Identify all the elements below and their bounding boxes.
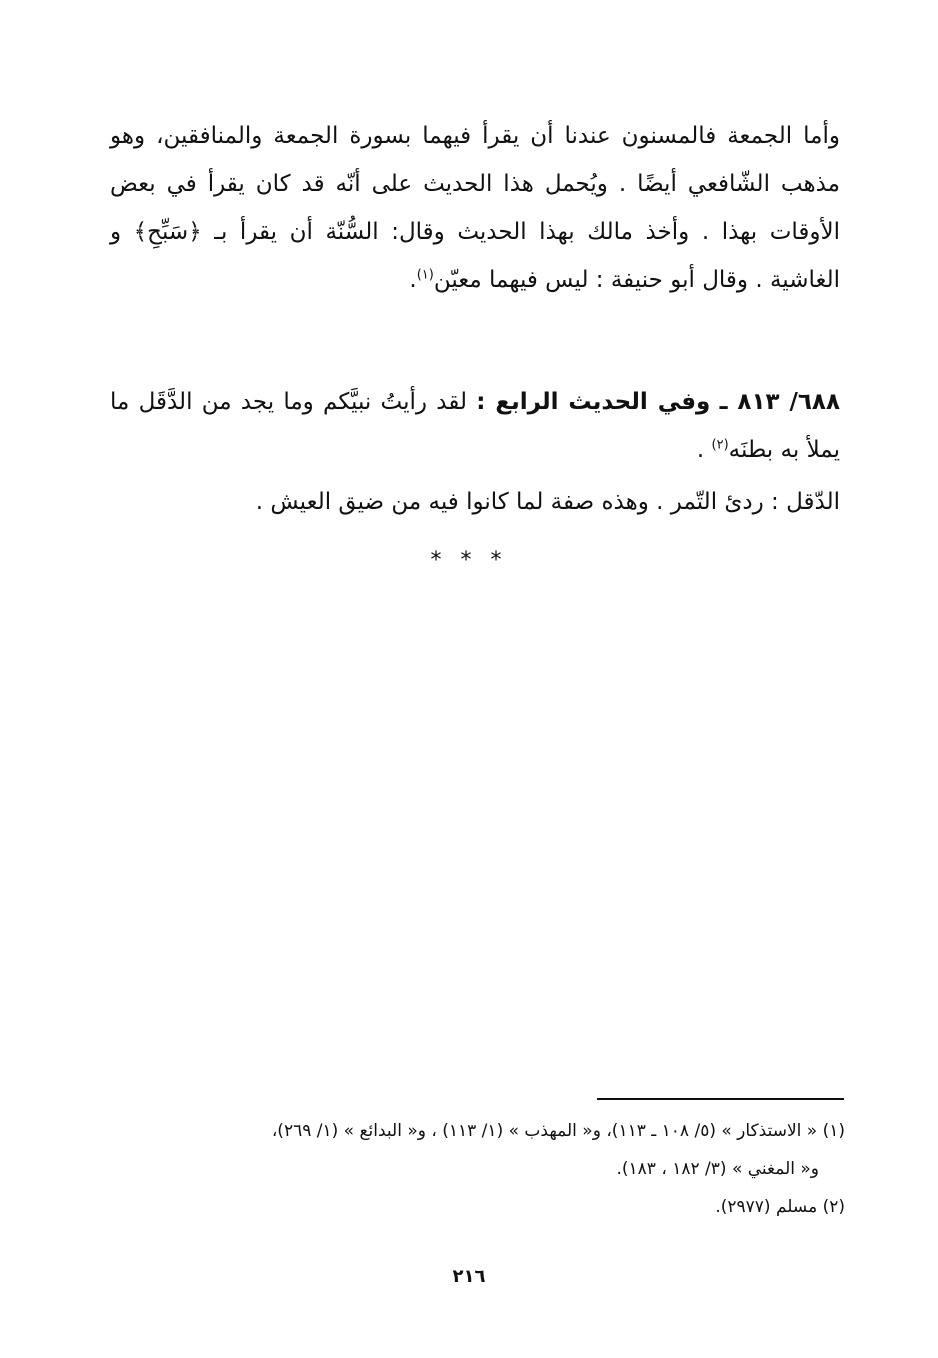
hadith-number: ٦٨٨/ ٨١٣ ـ (719, 389, 840, 415)
hadith-heading: وفي الحديث الرابع : (476, 389, 711, 415)
footnote-divider (597, 1098, 844, 1100)
definition-text: الدّقل : ردئ التّمر . وهذه صفة لما كانوا فيه من ضيق العيش . (255, 489, 840, 515)
paragraph-hadith-688 (110, 378, 840, 474)
paragraph-end: . (696, 437, 705, 463)
paragraph-end: . (409, 267, 417, 293)
paragraph-text: وأما الجمعة فالمسنون عندنا أن يقرأ فيهما بسورة الجمعة والمنافقين، وهو مذهب الشّافعي أيضًا . ويُحمل هذا الحديث على أنّه قد كان يقرأ في بعض الأوقات بهذا . وأخذ مالك بهذا الحديث وقال: السُّنّة أن يقرأ بـ ﴿سَبِّحِ﴾ و الغاشية . وقال أبو حنيفة : ليس فيهما معيّن (110, 123, 840, 293)
footnote-1-line-1: (١) « الاستذكار » (٥/ ١٠٨ ـ ١١٣)، و« المهذب » (١/ ١١٣) ، و« البدائع » (١/ ٢٦٩)، (271, 1121, 845, 1141)
footnotes (110, 1112, 845, 1226)
section-separator: * * * (430, 548, 508, 573)
hadith-text: لقد رأيتُ نبيَّكم وما يجد من الدَّقَل ما يملأ به بطنَه (110, 389, 840, 463)
footnote-1-line-2: و« المغني » (٣/ ١٨٢ ، ١٨٣). (616, 1159, 819, 1179)
paragraph-definition (110, 478, 840, 526)
footnote-ref-2[interactable]: (٢) (711, 437, 729, 453)
paragraph-friday-prayer (110, 112, 840, 304)
footnote-2: (٢) مسلم (٢٩٧٧). (715, 1197, 845, 1217)
footnote-ref-1[interactable]: (١) (416, 267, 434, 283)
page-number: ٢١٦ (452, 1266, 486, 1287)
